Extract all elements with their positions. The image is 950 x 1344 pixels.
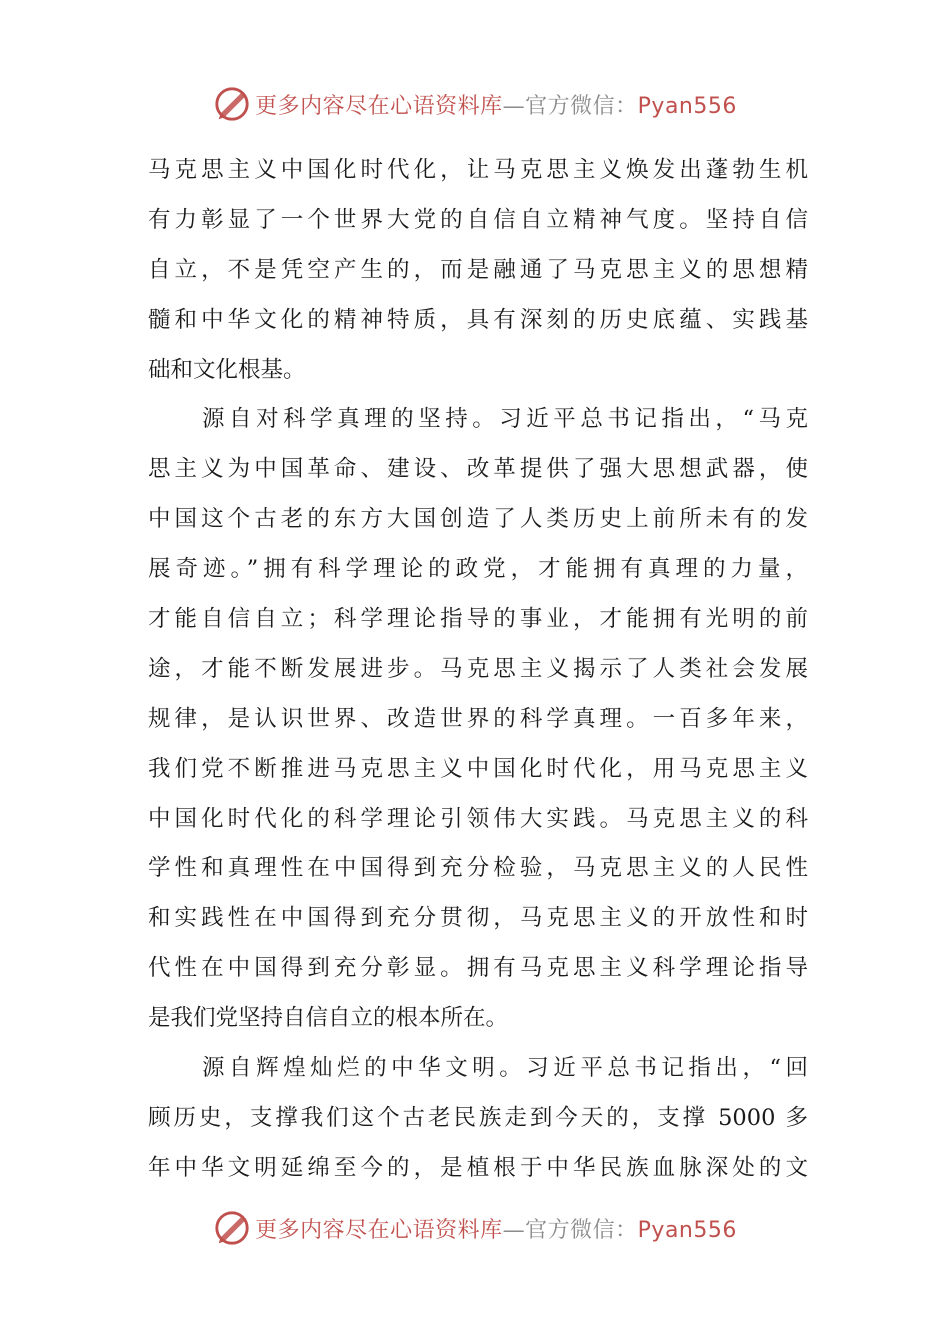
text-line: 自立，不是凭空产生的，而是融通了马克思主义的思想精 (148, 256, 808, 283)
pen-logo-icon (213, 85, 251, 123)
text-line: 马克思主义中国化时代化，让马克思主义焕发出蓬勃生机 (148, 157, 808, 183)
paragraph (148, 146, 808, 395)
banner-wechat-id: Pyan556 (637, 1217, 737, 1243)
text-line: 中国化时代化的科学理论引领伟大实践。马克思主义的科 (148, 805, 808, 832)
text-line: 源自辉煌灿烂的中华文明。习近平总书记指出，“回 (148, 1055, 808, 1082)
text-line: 代性在中国得到充分彰显。拥有马克思主义科学理论指导 (148, 955, 808, 982)
banner-dash: — (502, 1217, 526, 1243)
text-line: 髓和中华文化的精神特质，具有深刻的历史底蕴、实践基 (148, 306, 808, 333)
banner-official-label: 官方微信： (525, 1217, 638, 1243)
text-line: 中国这个古老的东方大国创造了人类历史上前所未有的发 (148, 506, 808, 533)
text-line: 规律，是认识世界、改造世界的科学真理。一百多年来， (148, 705, 808, 732)
banner-site-name: 更多内容尽在心语资料库 (255, 93, 503, 119)
text-line: 我们党不断推进马克思主义中国化时代化，用马克思主义 (148, 755, 808, 782)
text-line: 才能自信自立；科学理论指导的事业，才能拥有光明的前 (148, 606, 808, 633)
banner-text (255, 1213, 737, 1244)
pen-logo-icon (213, 1209, 251, 1247)
text-line: 是我们党坚持自信自立的根本所在。 (148, 1005, 509, 1032)
banner-wechat-id: Pyan556 (637, 93, 737, 119)
banner-text (255, 89, 737, 120)
text-line: 展奇迹。”拥有科学理论的政党，才能拥有真理的力量， (148, 556, 808, 583)
banner-official-label: 官方微信： (525, 93, 638, 119)
text-line: 途，才能不断发展进步。马克思主义揭示了人类社会发展 (148, 655, 808, 682)
text-line: 和实践性在中国得到充分贯彻，马克思主义的开放性和时 (148, 905, 808, 932)
banner-site-name: 更多内容尽在心语资料库 (255, 1217, 503, 1243)
text-line: 学性和真理性在中国得到充分检验，马克思主义的人民性 (148, 855, 808, 882)
text-line: 顾历史，支撑我们这个古老民族走到今天的，支撑 5000 多 (148, 1104, 808, 1131)
footer-watermark-banner (0, 1208, 950, 1248)
text-line: 年中华文明延绵至今的，是植根于中华民族血脉深处的文 (148, 1154, 808, 1181)
text-line: 思主义为中国革命、建设、改革提供了强大思想武器，使 (148, 456, 808, 483)
header-watermark-banner (0, 84, 950, 124)
text-line: 础和文化根基。 (148, 356, 306, 383)
text-line: 有力彰显了一个世界大党的自信自立精神气度。坚持自信 (148, 206, 808, 233)
paragraph (148, 395, 808, 1044)
text-line: 源自对科学真理的坚持。习近平总书记指出，“马克 (148, 406, 808, 433)
paragraph (148, 1044, 808, 1194)
document-body (148, 146, 808, 1194)
banner-dash: — (502, 93, 526, 119)
